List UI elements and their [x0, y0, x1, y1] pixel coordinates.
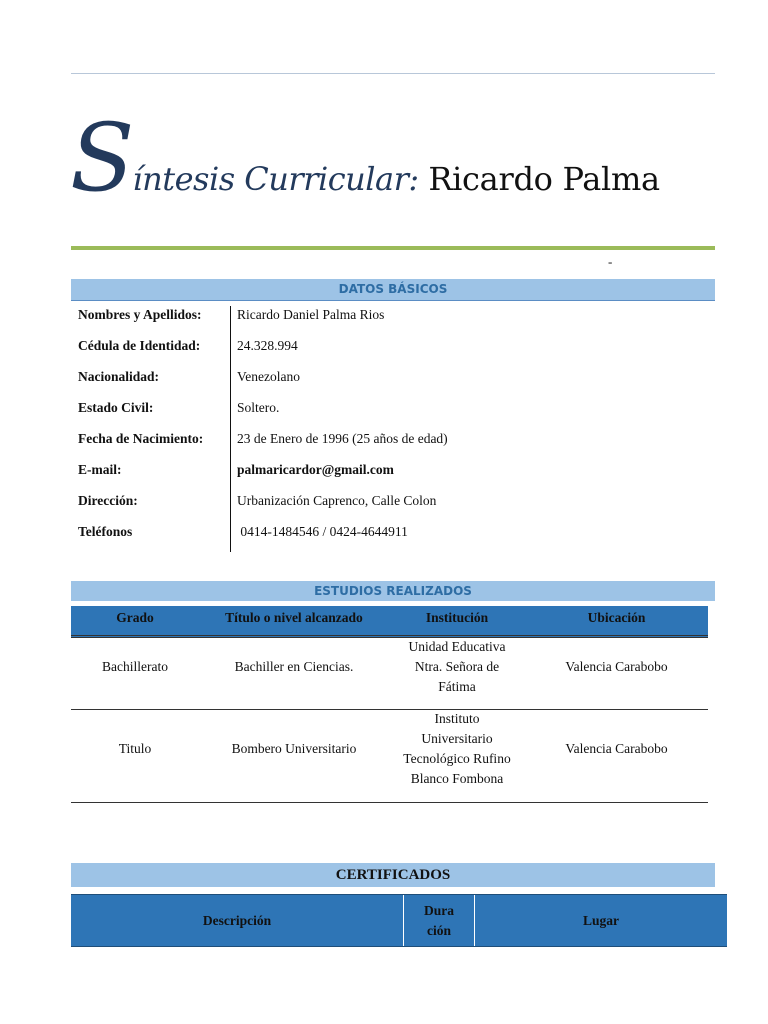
basic-label: Nacionalidad: [78, 369, 160, 384]
basic-row-civil-status [71, 393, 715, 424]
institucion-line: Ntra. Señora de [414, 659, 500, 674]
basic-row-id [71, 331, 715, 362]
green-rule [71, 246, 715, 250]
cell-institucion [389, 709, 525, 789]
title-initial: S [70, 104, 135, 213]
institucion-line: Fátima [438, 679, 476, 694]
col-grado: Grado [116, 610, 154, 625]
institucion-line: Blanco Fombona [410, 771, 504, 786]
basic-value: Soltero. [237, 400, 280, 415]
duracion-label: Duración [424, 902, 454, 938]
basic-label: E-mail: [78, 462, 122, 477]
top-rule [71, 73, 715, 74]
studies-header-row [71, 606, 708, 638]
cell-grado: Titulo [118, 741, 152, 756]
basic-row-birthdate [71, 424, 715, 455]
institucion-line: Instituto [434, 711, 480, 726]
basic-label: Teléfonos [78, 524, 133, 539]
basic-row-email [71, 455, 715, 486]
basic-value: 23 de Enero de 1996 (25 años de edad) [237, 431, 448, 446]
col-titulo: Título o nivel alcanzado [225, 610, 363, 625]
institucion-line: Unidad Educativa [408, 639, 506, 654]
cell-titulo: Bachiller en Ciencias. [234, 659, 354, 674]
basic-label: Cédula de Identidad: [78, 338, 201, 353]
basic-data-heading: DATOS BÁSICOS [71, 279, 715, 301]
cell-grado: Bachillerato [102, 659, 168, 674]
basic-value: Urbanización Caprenco, Calle Colon [237, 493, 437, 508]
row-divider [71, 802, 708, 803]
cell-titulo: Bombero Universitario [231, 741, 357, 756]
cell-ubicacion: Valencia Carabobo [565, 741, 668, 756]
title-name: Ricardo Palma [428, 160, 660, 198]
document-title [70, 104, 660, 213]
basic-row-phones [71, 517, 715, 548]
basic-label: Nombres y Apellidos: [78, 307, 202, 322]
dash-mark: - [608, 254, 613, 269]
cell-institucion [389, 637, 525, 697]
title-text: íntesis Curricular: [132, 160, 429, 198]
basic-label: Dirección: [78, 493, 138, 508]
certificates-heading: CERTIFICADOS [71, 863, 715, 887]
basic-label: Fecha de Nacimiento: [78, 431, 204, 446]
email-value: palmaricardor@gmail.com [237, 462, 394, 477]
basic-row-nationality [71, 362, 715, 393]
institucion-line: Universitario [421, 731, 493, 746]
col-lugar: Lugar [582, 912, 619, 928]
institucion-line: Tecnológico Rufino [403, 751, 511, 766]
cell-ubicacion: Valencia Carabobo [565, 659, 668, 674]
basic-row-address [71, 486, 715, 517]
basic-data-table [71, 300, 715, 548]
table-row [71, 637, 708, 709]
col-ubicacion: Ubicación [587, 610, 646, 625]
table-row [71, 709, 708, 802]
basic-value: 24.328.994 [237, 338, 298, 353]
basic-label: Estado Civil: [78, 400, 154, 415]
studies-heading: ESTUDIOS REALIZADOS [71, 581, 715, 601]
basic-value: Ricardo Daniel Palma Rios [237, 307, 385, 322]
col-descripcion: Descripción [202, 912, 272, 928]
basic-row-names [71, 300, 715, 331]
basic-value: Venezolano [237, 369, 300, 384]
col-institucion: Institución [425, 610, 489, 625]
col-duracion [404, 895, 474, 946]
basic-value: 0414-1484546 / 0424-4644911 [237, 524, 408, 539]
certificates-header-row [71, 894, 727, 947]
